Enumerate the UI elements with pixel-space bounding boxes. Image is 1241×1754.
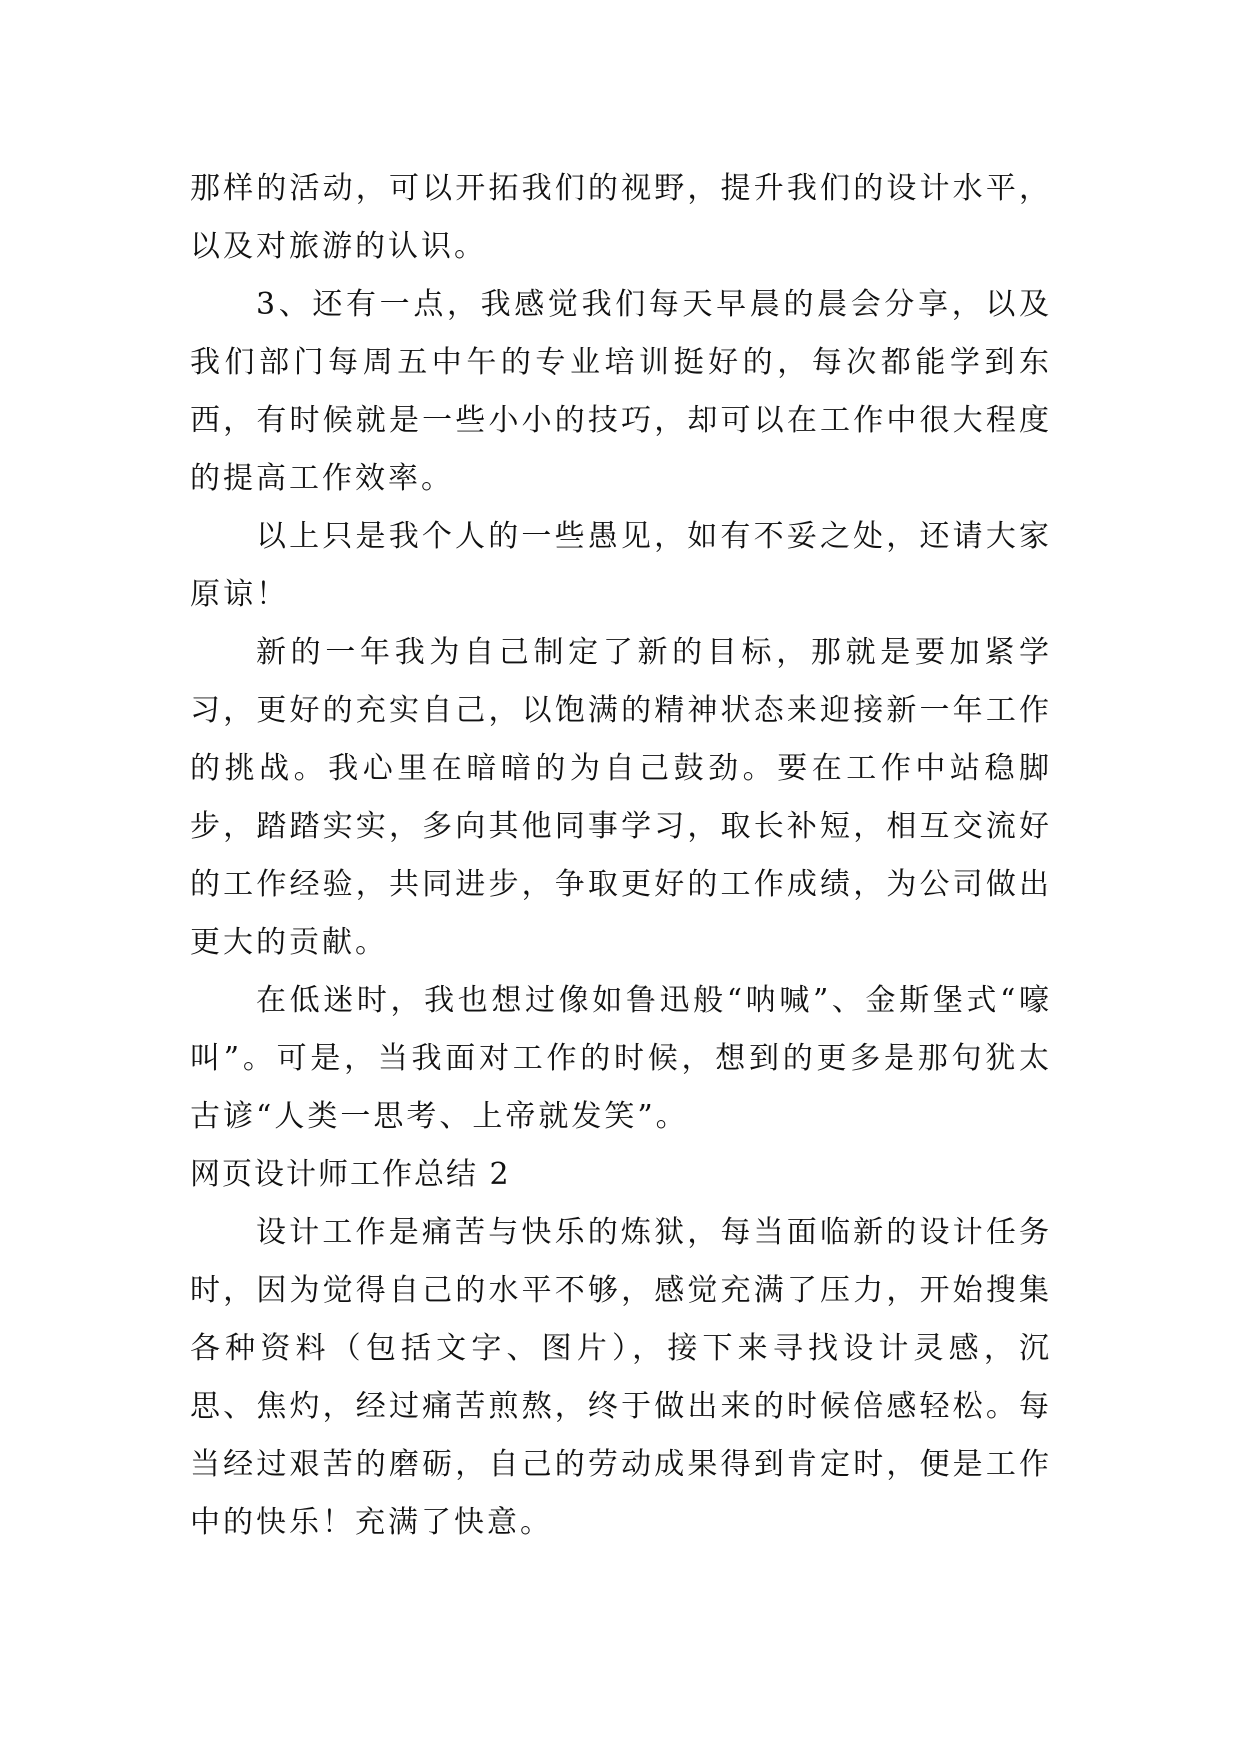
paragraph-design-work: 设计工作是痛苦与快乐的炼狱，每当面临新的设计任务时，因为觉得自己的水平不够，感觉充满了压力，开始搜集各种资料（包括文字、图片），接下来寻找设计灵感，沉思、焦灼，经过痛苦煎熬，终于做出来的时候倍感轻松。每当经过艰苦的磨砺，自己的劳动成果得到肯定时，便是工作中的快乐！充满了快意。 (190, 1215, 1052, 1540)
paragraph-new-year-goals: 新的一年我为自己制定了新的目标，那就是要加紧学习，更好的充实自己，以饱满的精神状态来迎接新一年工作的挑战。我心里在暗暗的为自己鼓劲。要在工作中站稳脚步，踏踏实实，多向其他同事学习，取长补短，相互交流好的工作经验，共同进步，争取更好的工作成绩，为公司做出更大的贡献。 (190, 635, 1052, 960)
paragraph-continuation: 那样的活动，可以开拓我们的视野，提升我们的设计水平，以及对旅游的认识。 (190, 171, 1052, 264)
paragraph-item-3: 3、还有一点，我感觉我们每天早晨的晨会分享，以及我们部门每周五中午的专业培训挺好的，每次都能学到东西，有时候就是一些小小的技巧，却可以在工作中很大程度的提高工作效率。 (190, 287, 1052, 496)
paragraph-opinion: 以上只是我个人的一些愚见，如有不妥之处，还请大家原谅！ (190, 519, 1052, 612)
document-body (190, 160, 1052, 1552)
paragraph-low-moments: 在低迷时，我也想过像如鲁迅般“呐喊”、金斯堡式“嚎叫”。可是，当我面对工作的时候，想到的更多是那句犹太古谚“人类一思考、上帝就发笑”。 (190, 983, 1052, 1134)
section-heading: 网页设计师工作总结 2 (190, 1157, 511, 1192)
